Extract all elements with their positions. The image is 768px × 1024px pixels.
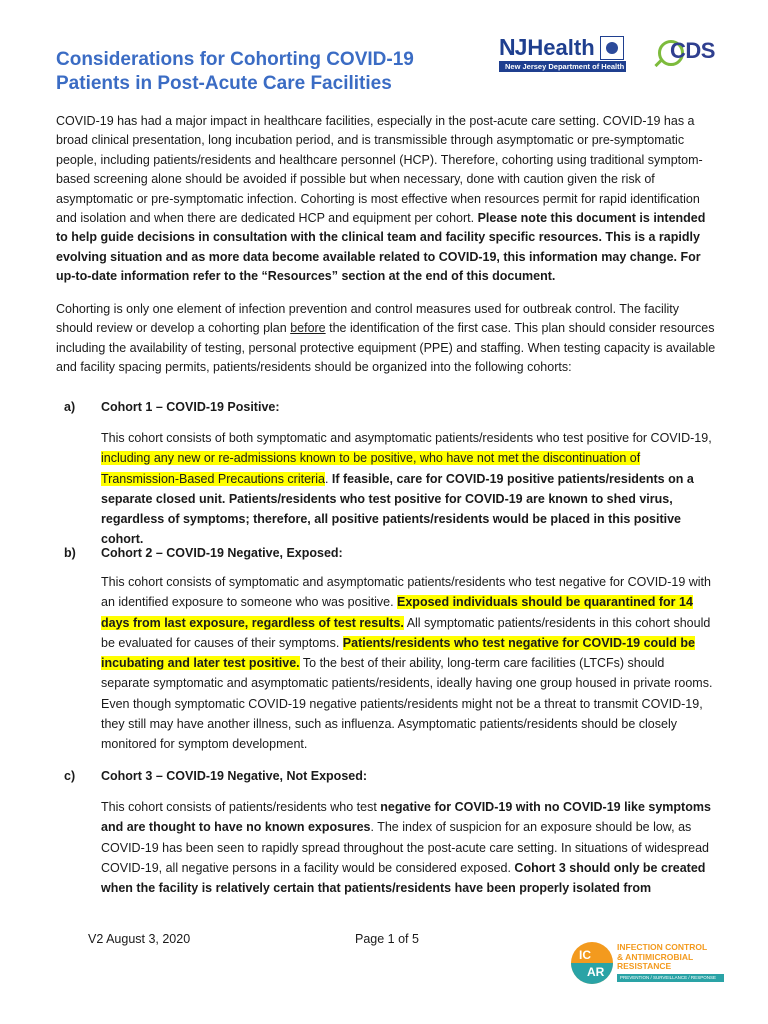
icar-logo-text: INFECTION CONTROL & ANTIMICROBIAL RESISTANCE <box>617 942 708 971</box>
page-title <box>56 48 476 96</box>
intro-paragraph-2: Cohorting is only one element of infection prevention and control measures used for outbreak control. The facility should review or develop a cohorting plan before the identification of the first case. This plan should consider resources including the availability of testing, personal protective equipment (PPE) and staffing. When testing capacity is available and facility spacing permits, patients/residents should be organized into the following cohorts: <box>56 302 716 375</box>
highlighted-text: Patients/residents who test negative for COVID-19 could be incubating and later test positive. <box>101 635 695 671</box>
state-seal-icon <box>600 36 624 60</box>
nj-health-logo <box>499 34 649 74</box>
nj-logo-subtitle: New Jersey Department of Health <box>499 61 626 72</box>
cohort-1-text: This cohort consists of both symptomatic and asymptomatic patients/residents who test positive for COVID-19, including any new or re-admissions known to be positive, who have not met the discontinuation of Transmission-Based Precautions criteria. If feasible, care for COVID-19 positive patients/residents on a separate closed unit. Patients/residents who test positive for COVID-19 are known to shed virus, regardless of symptoms; therefore, all positive patients/residents would be placed in this positive cohort. <box>101 431 712 547</box>
icar-logo <box>571 942 731 992</box>
document-page: Considerations for Cohorting COVID-19 Patients in Post-Acute Care Facilities NJ Health New Jersey Department of Health CDS COVID-19 has had a major impact in healthcare facilities, especially in the post-acute care setting. COVID-19 has a broad clinical presentation, long incubation period, and is transmissible through asymptomatic or pre-symptomatic people, including patients/residents and healthcare personnel (HCP). Therefore, cohorting using traditional symptom-based screening alone should be avoided if possible but when necessary, done with caution given the risk of asymptomatic or pre-symptomatic infection. Cohorting is most effective when resources permit for rapid identification and isolation and when there are dedicated HCP and equipment per cohort. Please note this document is intended to help guide decisions in consultation with the clinical team and facility specific resources. This is a rapidly evolving situation and as more data become available related to COVID-19, this information may change. For up-to-date information refer to the “Resources” section at the end of this document. Cohorting is only one element of infection prevention and control measures used for outbreak control. The facility should review or develop a cohorting plan before the identification of the first case. This plan should consider resources including the availability of testing, personal protective equipment (PPE) and staffing. When testing capacity is available and facility spacing permits, patients/residents should be organized into the following cohorts: a) Cohort 1 – COVID-19 Positive: This cohort consists of both symptomatic and asymptomatic patients/residents who test positive for COVID-19, including any new or re-admissions known to be positive, who have not met the discontinuation of Transmission-Based Precautions criteria. If feasible, care for COVID-19 positive patients/residents on a separate closed unit. Patients/residents who test positive for COVID-19 are known to shed virus, regardless of symptoms; therefore, all positive patients/residents would be placed in this positive cohort. b) Cohort 2 – COVID-19 Negative, Exposed: This cohort consists of symptomatic and asymptomatic patients/residents who test negative for COVID-19 with an identified exposure to someone who was positive. Exposed individuals should be quarantined for 14 days from last exposure, regardless of test results. All symptomatic patients/residents in this cohort should be evaluated for causes of their symptoms. Patients/residents who test negative for COVID-19 could be incubating and later test positive. To the best of their ability, long-term care facilities (LTCFs) should separate symptomatic and asymptomatic patients/residents, ideally having one group housed in private rooms. Even though symptomatic COVID-19 negative patients/residents might not be a threat to transmit COVID-19, they still may have another illness, such as influenza. Asymptomatic patients/residents should be closely monitored for symptom development. c) Cohort 3 – COVID-19 Negative, Not Exposed: This cohort consists of patients/residents who test negative for COVID-19 with no COVID-19 like symptoms and are thought to have no known exposures. The index of suspicion for an exposure should be low, as COVID-19 has been seen to rapidly spread throughout the post-acute care setting. In situations of widespread COVID-19, all negative persons in a facility would be considered exposed. Cohort 3 should only be created when the facility is relatively certain that patients/residents have been properly isolated from V2 August 3, 2020 Page 1 of 5 IC AR INFECTION CONTROL & ANTIMICROBIAL RESISTANCE PREVENTION / SURVEILLANCE / RESPONSE <box>0 0 768 1024</box>
icar-badge-icon: IC AR <box>571 942 613 984</box>
nj-logo-text: NJ <box>499 34 527 60</box>
cohort-2-text: This cohort consists of symptomatic and asymptomatic patients/residents who test negative for COVID-19 with an identified exposure to someone who was positive. Exposed individuals should be quarantined for 14 days from last exposure, regardless of test results. All symptomatic patients/residents in this cohort should be evaluated for causes of their symptoms. Patients/residents who test negative for COVID-19 could be incubating and later test positive. To the best of their ability, long-term care facilities (LTCFs) should separate symptomatic and asymptomatic patients/residents, ideally having one group housed in private rooms. Even though symptomatic COVID-19 negative patients/residents might not be a threat to transmit COVID-19, they still may have another illness, such as influenza. Asymptomatic patients/residents should be closely monitored for symptom development. <box>101 575 713 752</box>
cohort-3-text: This cohort consists of patients/residents who test negative for COVID-19 with no COVID-19 like symptoms and are thought to have no known exposures. The index of suspicion for an exposure should be low, as COVID-19 has been seen to rapidly spread throughout the post-acute care setting. In situations of widespread COVID-19, all negative persons in a facility would be considered exposed. Cohort 3 should only be created when the facility is relatively certain that patients/residents have been properly isolated from <box>101 800 711 896</box>
cds-logo-text: CDS <box>670 38 715 63</box>
cds-logo <box>652 34 728 74</box>
title-line-2: Patients in Post-Acute Care Facilities <box>56 73 392 94</box>
title-line-1: Considerations for Cohorting COVID-19 <box>56 49 414 70</box>
footer-page-number: Page 1 of 5 <box>355 932 419 946</box>
highlighted-text: Exposed individuals should be quarantined for 14 days from last exposure, regardless of test results. <box>101 595 693 630</box>
highlighted-text: including any new or re-admissions known to be positive, who have not met the discontinuation of Transmission-Based Precautions criteria <box>101 451 641 486</box>
icar-tagline: PREVENTION / SURVEILLANCE / RESPONSE <box>617 974 724 982</box>
health-logo-text: Health <box>527 34 595 60</box>
intro-paragraph-1: COVID-19 has had a major impact in healthcare facilities, especially in the post-acute care setting. COVID-19 has a broad clinical presentation, long incubation period, and is transmissible through asymptomatic or pre-symptomatic people, including patients/residents and healthcare personnel (HCP). Therefore, cohorting using traditional symptom-based screening alone should be avoided if possible but when necessary, done with caution given the risk of asymptomatic or pre-symptomatic infection. Cohorting is most effective when resources permit for rapid identification and isolation and when there are dedicated HCP and equipment per cohort. Please note this document is intended to help guide decisions in consultation with the clinical team and facility specific resources. This is a rapidly evolving situation and as more data become available related to COVID-19, this information may change. For up-to-date information refer to the “Resources” section at the end of this document. <box>56 114 706 284</box>
footer-version: V2 August 3, 2020 <box>88 932 191 946</box>
